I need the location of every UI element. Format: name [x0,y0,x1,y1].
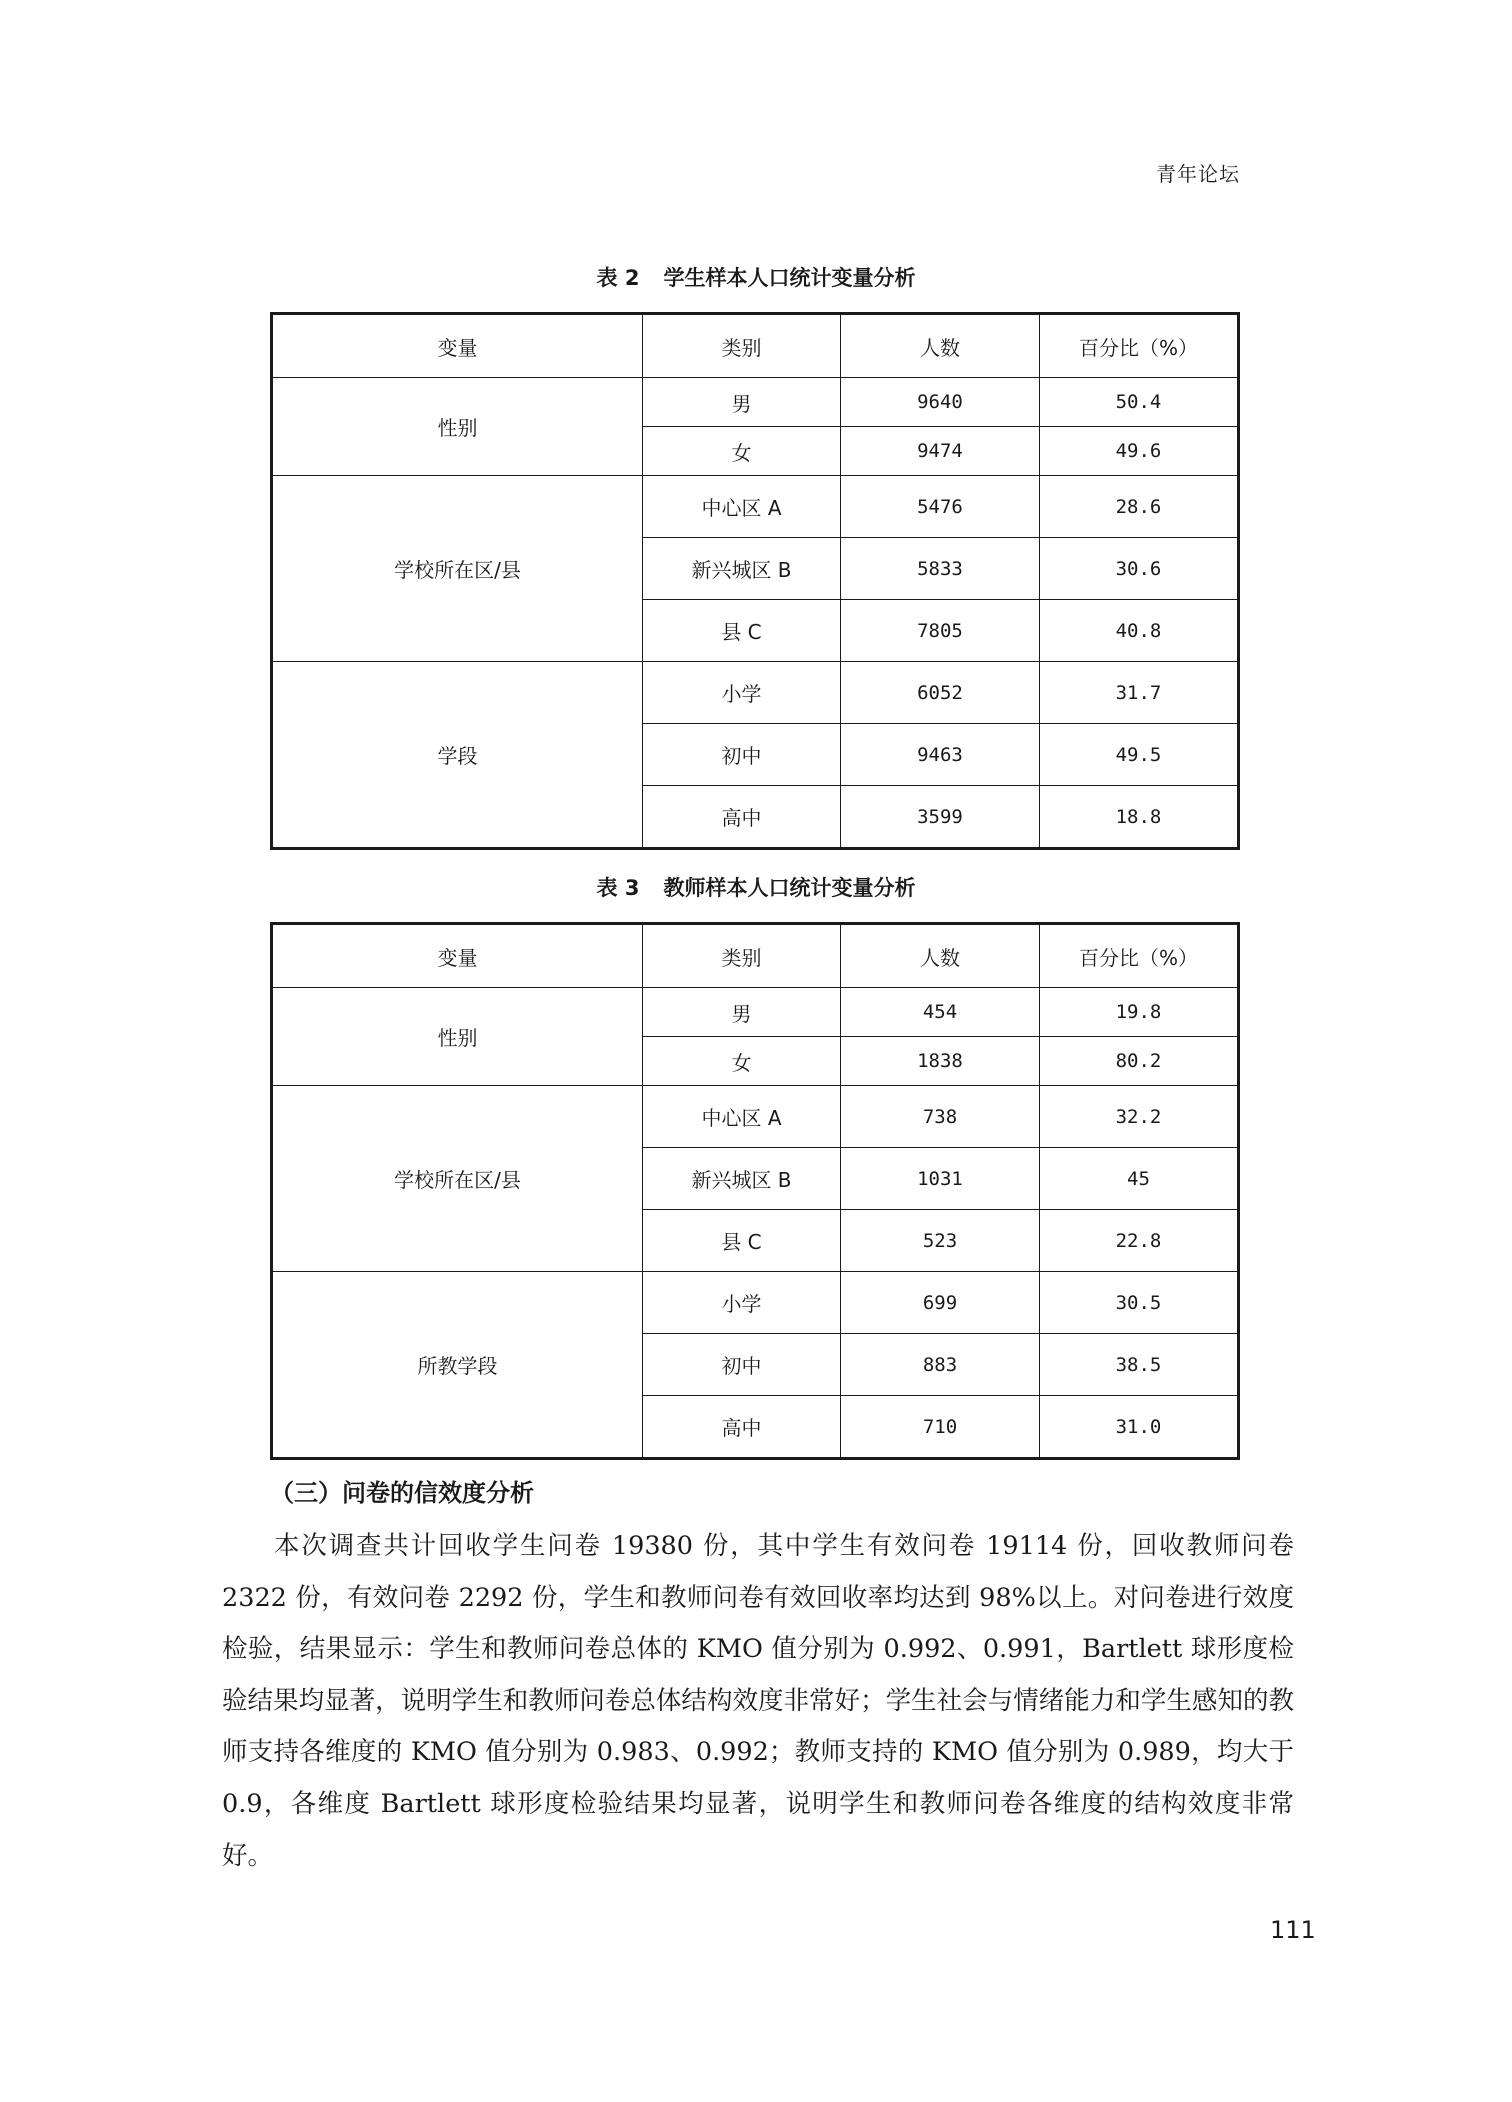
percent-cell: 31.0 [1040,1396,1239,1459]
count-cell: 738 [841,1086,1040,1148]
category-cell: 小学 [643,662,841,724]
percent-cell: 50.4 [1040,378,1239,427]
variable-cell: 学段 [272,662,643,849]
count-cell: 7805 [841,600,1040,662]
variable-cell: 所教学段 [272,1272,643,1459]
page-number: 111 [1270,1916,1316,1944]
table3-caption-title: 教师样本人口统计变量分析 [663,876,916,900]
table2-caption [0,262,1512,292]
table2-caption-number: 表 2 [596,266,640,290]
percent-cell: 30.6 [1040,538,1239,600]
percent-cell: 49.5 [1040,724,1239,786]
category-cell: 新兴城区 B [643,1148,841,1210]
table3-header-percent: 百分比（%） [1040,924,1239,988]
table-row [272,662,1239,724]
category-cell: 中心区 A [643,1086,841,1148]
count-cell: 9463 [841,724,1040,786]
table2-header-category: 类别 [643,314,841,378]
table3-caption-number: 表 3 [596,876,640,900]
percent-cell: 32.2 [1040,1086,1239,1148]
table3-header-category: 类别 [643,924,841,988]
category-cell: 县 C [643,1210,841,1272]
category-cell: 新兴城区 B [643,538,841,600]
table-row [272,988,1239,1037]
table2 [270,312,1240,850]
count-cell: 523 [841,1210,1040,1272]
table-row [272,378,1239,427]
category-cell: 初中 [643,724,841,786]
count-cell: 1031 [841,1148,1040,1210]
body-paragraph: 本次调查共计回收学生问卷 19380 份，其中学生有效问卷 19114 份，回收教师问卷 2322 份，有效问卷 2292 份，学生和教师问卷有效回收率均达到 98%以上。对问卷进行效度检验，结果显示：学生和教师问卷总体的 KMO 值分别为 0.992、0.991，Bartlett 球形度检验结果均显著，说明学生和教师问卷总体结构效度非常好；学生社会与情绪能力和学生感知的教师支持各维度的 KMO 值分别为 0.983、0.992；教师支持的 KMO 值分别为 0.989，均大于 0.9，各维度 Bartlett 球形度检验结果均显著，说明学生和教师问卷各维度的结构效度非常好。 [222,1531,1294,1871]
count-cell: 9474 [841,427,1040,476]
table2-header-row [272,314,1239,378]
count-cell: 883 [841,1334,1040,1396]
table2-caption-title: 学生样本人口统计变量分析 [663,266,916,290]
percent-cell: 45 [1040,1148,1239,1210]
table2-header-count: 人数 [841,314,1040,378]
count-cell: 699 [841,1272,1040,1334]
percent-cell: 40.8 [1040,600,1239,662]
category-cell: 女 [643,427,841,476]
count-cell: 1838 [841,1037,1040,1086]
table3-header-count: 人数 [841,924,1040,988]
category-cell: 高中 [643,786,841,849]
percent-cell: 28.6 [1040,476,1239,538]
table3-caption [0,872,1512,902]
table-row [272,1272,1239,1334]
category-cell: 县 C [643,600,841,662]
count-cell: 3599 [841,786,1040,849]
section-heading: （三）问卷的信效度分析 [270,1479,534,1507]
percent-cell: 19.8 [1040,988,1239,1037]
table-row [272,476,1239,538]
category-cell: 高中 [643,1396,841,1459]
table-row [272,1086,1239,1148]
table2-header-variable: 变量 [272,314,643,378]
percent-cell: 22.8 [1040,1210,1239,1272]
variable-cell: 性别 [272,378,643,476]
percent-cell: 38.5 [1040,1334,1239,1396]
percent-cell: 30.5 [1040,1272,1239,1334]
percent-cell: 31.7 [1040,662,1239,724]
category-cell: 初中 [643,1334,841,1396]
variable-cell: 学校所在区/县 [272,476,643,662]
count-cell: 5476 [841,476,1040,538]
count-cell: 710 [841,1396,1040,1459]
percent-cell: 80.2 [1040,1037,1239,1086]
category-cell: 男 [643,378,841,427]
variable-cell: 性别 [272,988,643,1086]
running-header: 青年论坛 [1156,162,1240,186]
count-cell: 454 [841,988,1040,1037]
percent-cell: 18.8 [1040,786,1239,849]
table3-header-variable: 变量 [272,924,643,988]
category-cell: 中心区 A [643,476,841,538]
count-cell: 9640 [841,378,1040,427]
table3 [270,922,1240,1460]
category-cell: 女 [643,1037,841,1086]
count-cell: 6052 [841,662,1040,724]
table3-header-row [272,924,1239,988]
category-cell: 小学 [643,1272,841,1334]
variable-cell: 学校所在区/县 [272,1086,643,1272]
percent-cell: 49.6 [1040,427,1239,476]
category-cell: 男 [643,988,841,1037]
table2-header-percent: 百分比（%） [1040,314,1239,378]
count-cell: 5833 [841,538,1040,600]
